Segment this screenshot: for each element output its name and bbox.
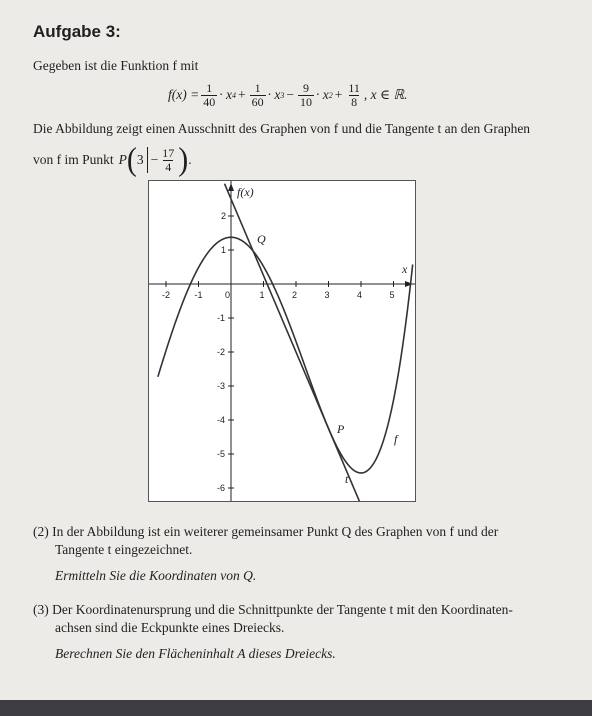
open-paren: ( [126, 141, 137, 178]
term-3-exp: 2 [328, 90, 333, 100]
fraction-3-den: 10 [299, 94, 312, 109]
function-curve [158, 237, 413, 473]
y-tick-label: 2 [221, 211, 227, 221]
fraction-1-num: 1 [206, 80, 213, 95]
y-tick-label: -1 [217, 313, 226, 323]
point-q-label: Q [257, 232, 266, 246]
fraction-2-den: 60 [251, 94, 264, 109]
plus-sign: + [237, 87, 246, 102]
y-axis-label: f(x) [237, 185, 254, 199]
point-y-num: 17 [162, 145, 175, 160]
point-name: P [118, 152, 127, 167]
term-2-exp: 3 [280, 90, 285, 100]
task-2-line-1: (2) In der Abbildung ist ein weiterer gemeinsamer Punkt Q des Graphen von f und der [33, 524, 499, 539]
point-x: 3 [136, 152, 144, 167]
fraction-2 [250, 82, 266, 109]
curve-label: f [394, 432, 398, 446]
term-1-exp: 4 [231, 90, 236, 100]
bottom-edge [0, 700, 592, 716]
tangent-label: t [345, 472, 349, 486]
separator-bar [147, 147, 148, 173]
point-y-sign: − [150, 152, 159, 167]
x-tick-label: 3 [324, 290, 330, 300]
point-y-fraction [160, 147, 176, 174]
graph-svg [149, 181, 415, 501]
point-y-den: 4 [165, 159, 172, 174]
minus-sign: − [286, 87, 294, 102]
x-tick-label: 4 [357, 290, 363, 300]
y-tick-label: -6 [217, 483, 226, 493]
fraction-1 [201, 82, 217, 109]
x-tick-label: 5 [389, 290, 395, 300]
term-2-var: · x [267, 87, 281, 102]
plus-sign-2: + [334, 87, 343, 102]
point-p-label: P [337, 422, 345, 436]
y-tick-label: 1 [221, 245, 227, 255]
intro-text: Gegeben ist die Funktion f mit [33, 58, 199, 73]
function-formula [168, 78, 407, 112]
task-title: Aufgabe 3: [33, 22, 121, 41]
description-line-2 [33, 142, 192, 178]
fraction-2-num: 1 [254, 80, 261, 95]
x-tick-label: 2 [292, 290, 298, 300]
y-tick-label: -2 [217, 347, 226, 357]
point-p-expression [118, 141, 192, 178]
fraction-4-num: 11 [348, 80, 360, 95]
x-axis-arrow-icon [405, 281, 413, 287]
task-3-instruction: Berechnen Sie den Flächeninhalt A dieses Dreiecks. [55, 646, 336, 661]
formula-domain: , x ∈ ℝ. [363, 87, 408, 102]
task-2-instruction: Ermitteln Sie die Koordinaten von Q. [55, 568, 257, 583]
description-prefix: von f im Punkt [33, 152, 114, 167]
close-paren: ) [178, 141, 189, 178]
fraction-3-num: 9 [302, 80, 309, 95]
function-graph [148, 180, 416, 502]
x-axis-label: x [402, 262, 408, 276]
y-tick-label: -3 [217, 381, 226, 391]
fraction-1-den: 40 [203, 94, 216, 109]
point-suffix: . [188, 152, 192, 167]
term-1-var: · x [219, 87, 232, 102]
tangent-line [225, 184, 376, 501]
x-tick-label: -2 [162, 290, 171, 300]
description-line-1: Die Abbildung zeigt einen Ausschnitt des Graphen von f und die Tangente t an den Graphen [33, 121, 531, 136]
y-tick-label: -4 [217, 415, 226, 425]
task-2-line-2: Tangente t eingezeichnet. [55, 542, 193, 557]
term-3-var: · x [315, 87, 329, 102]
formula-lhs: f(x) = [168, 87, 200, 102]
fraction-4-den: 8 [351, 94, 358, 109]
x-tick-label: 1 [259, 290, 265, 300]
y-axis-arrow-icon [228, 183, 234, 191]
y-tick-label: -5 [217, 449, 226, 459]
fraction-3 [298, 82, 314, 109]
task-3-line-2: achsen sind die Eckpunkte eines Dreiecks. [55, 620, 285, 635]
x-tick-label: -1 [194, 290, 203, 300]
x-tick-label: 0 [225, 290, 231, 300]
task-3-line-1: (3) Der Koordinatenursprung und die Schnittpunkte der Tangente t mit den Koordinaten- [33, 602, 513, 617]
fraction-4 [346, 82, 362, 109]
